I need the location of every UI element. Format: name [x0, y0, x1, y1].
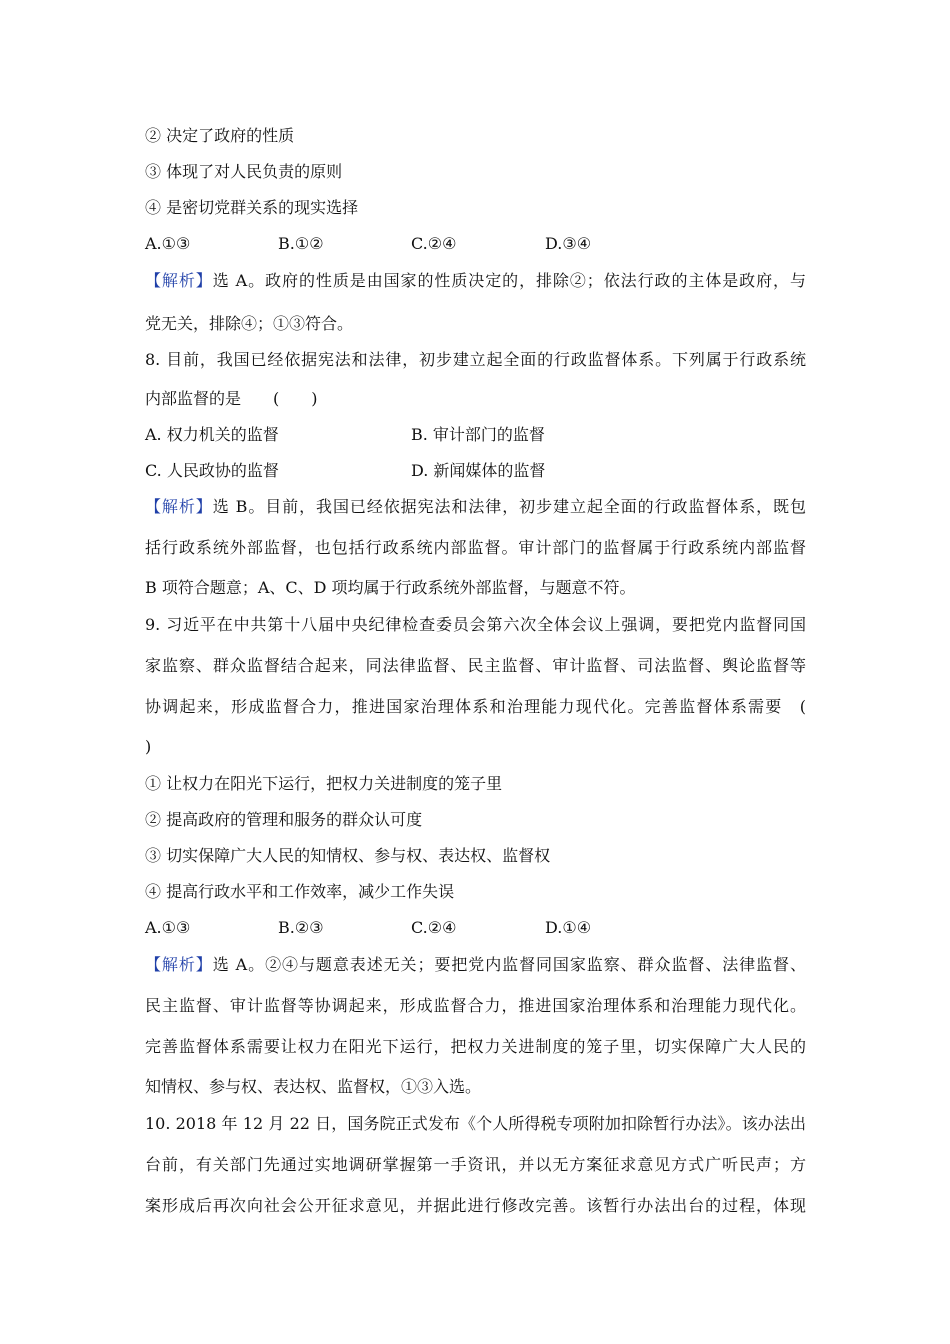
q8-stem-line-2: 内部监督的是 ( ) [145, 389, 318, 408]
q10-stem-line-2: 台前，有关部门先通过实地调研掌握第一手资讯，并以无方案征求意见方式广听民声；方 [145, 1155, 806, 1174]
q9-stem-line-3: 协调起来，形成监督合力，推进国家治理体系和治理能力现代化。完善监督体系需要 ( [145, 697, 806, 716]
q7-option-a: A.①③ [145, 234, 191, 253]
q8-analysis-text-1: 选 B。目前，我国已经依据宪法和法律，初步建立起全面的行政监督体系，既包 [212, 497, 806, 516]
q8-analysis-line-3: B 项符合题意；A、C、D 项均属于行政系统外部监督，与题意不符。 [145, 578, 636, 597]
q8-option-c: C. 人民政协的监督 [145, 461, 279, 480]
q8-option-a: A. 权力机关的监督 [145, 425, 279, 444]
q7-item-3: ③ 体现了对人民负责的原则 [145, 162, 343, 181]
q9-analysis-line-1 [145, 955, 806, 975]
q9-analysis-line-2: 民主监督、审计监督等协调起来，形成监督合力，推进国家治理体系和治理能力现代化。 [145, 996, 806, 1015]
q9-analysis-text-1: 选 A。②④与题意表述无关；要把党内监督同国家监察、群众监督、法律监督、 [212, 955, 806, 974]
q8-analysis-line-2: 括行政系统外部监督，也包括行政系统内部监督。审计部门的监督属于行政系统内部监督 [145, 538, 806, 557]
q9-stem-line-2: 家监察、群众监督结合起来，同法律监督、民主监督、审计监督、司法监督、舆论监督等 [145, 656, 806, 675]
q9-analysis-line-3: 完善监督体系需要让权力在阳光下运行，把权力关进制度的笼子里，切实保障广大人民的 [145, 1037, 806, 1056]
q9-stem-line-4: ) [145, 737, 152, 756]
q9-option-d: D.①④ [545, 918, 592, 937]
q9-item-1: ① 让权力在阳光下运行，把权力关进制度的笼子里 [145, 774, 503, 793]
q9-analysis-line-4: 知情权、参与权、表达权、监督权，①③入选。 [145, 1077, 482, 1096]
q8-option-b: B. 审计部门的监督 [411, 425, 545, 444]
q9-option-c: C.②④ [411, 918, 457, 937]
q9-option-a: A.①③ [145, 918, 191, 937]
q7-item-4: ④ 是密切党群关系的现实选择 [145, 198, 359, 217]
q9-item-4: ④ 提高行政水平和工作效率，减少工作失误 [145, 882, 455, 901]
q9-stem-line-1: 9. 习近平在中共第十八届中央纪律检查委员会第六次全体会议上强调，要把党内监督同国 [145, 615, 806, 634]
q7-option-d: D.③④ [545, 234, 592, 253]
q10-stem-line-3: 案形成后再次向社会公开征求意见，并据此进行修改完善。该暂行办法出台的过程，体现 [145, 1196, 806, 1215]
q7-option-c: C.②④ [411, 234, 457, 253]
q7-item-2: ② 决定了政府的性质 [145, 126, 295, 145]
q7-analysis-line-2: 党无关，排除④；①③符合。 [145, 314, 354, 333]
analysis-tag: 【解析】 [145, 271, 213, 290]
analysis-tag: 【解析】 [145, 497, 213, 516]
q7-analysis-line-1 [145, 271, 806, 291]
q9-option-b: B.②③ [278, 918, 324, 937]
q9-item-3: ③ 切实保障广大人民的知情权、参与权、表达权、监督权 [145, 846, 551, 865]
q7-option-b: B.①② [278, 234, 324, 253]
q8-option-d: D. 新闻媒体的监督 [411, 461, 546, 480]
analysis-tag: 【解析】 [145, 955, 213, 974]
q8-stem-line-1: 8. 目前，我国已经依据宪法和法律，初步建立起全面的行政监督体系。下列属于行政系统 [145, 350, 806, 369]
q10-stem-line-1: 10. 2018 年 12 月 22 日，国务院正式发布《个人所得税专项附加扣除暂行办法》。该办法出 [145, 1114, 806, 1133]
q8-analysis-line-1 [145, 497, 806, 517]
q9-item-2: ② 提高政府的管理和服务的群众认可度 [145, 810, 423, 829]
q7-analysis-text-1: 选 A。政府的性质是由国家的性质决定的，排除②；依法行政的主体是政府，与 [212, 271, 806, 290]
